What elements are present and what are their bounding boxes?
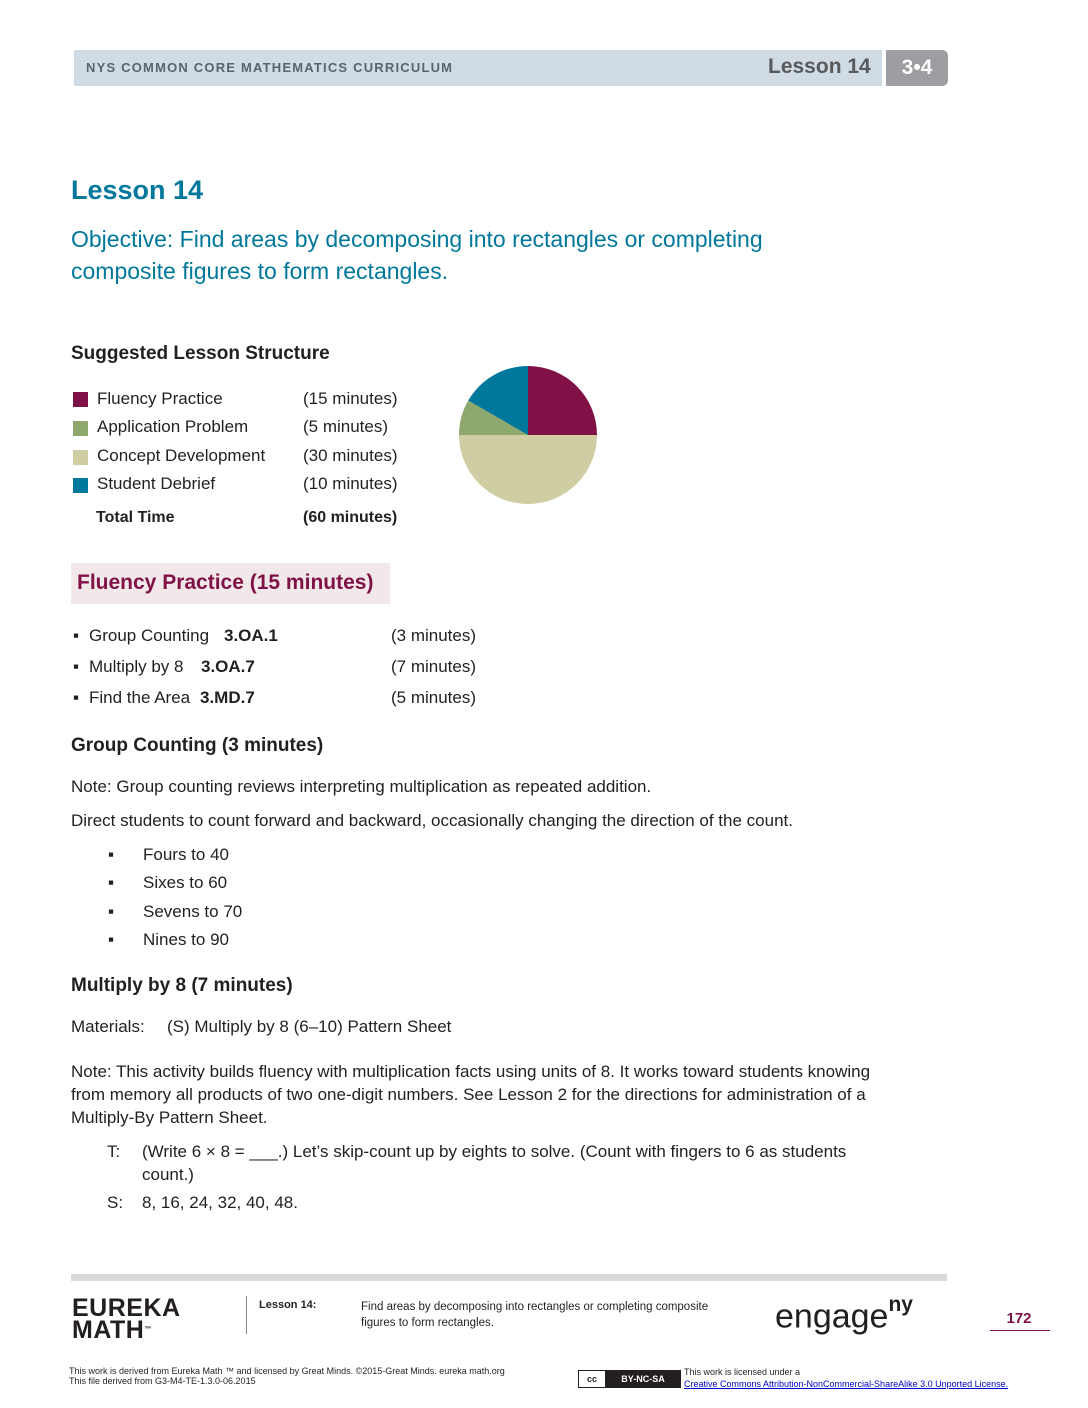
materials-text: (S) Multiply by 8 (6–10) Pattern Sheet [167, 1017, 452, 1036]
multiply-note-line-1: Note: This activity builds fluency with multiplication facts using units of 8. It works toward students knowing [71, 1062, 871, 1081]
group-counting-note: Note: Group counting reviews interpreting multiplication as repeated addition. [71, 777, 652, 796]
page-title: Lesson 14 [71, 175, 204, 205]
fluency-item-standard: 3.OA.7 [201, 657, 255, 676]
fluency-item-name: Group Counting [89, 626, 210, 645]
total-label: Total Time [96, 509, 175, 526]
fluency-item-standard: 3.MD.7 [200, 688, 255, 707]
materials-label: Materials: [71, 1017, 145, 1036]
page-number-rule [990, 1330, 1050, 1331]
cc-type: BY-NC-SA [606, 1371, 680, 1387]
structure-row-minutes: (15 minutes) [303, 389, 398, 408]
dialog-line: 8, 16, 24, 32, 40, 48. [142, 1193, 298, 1212]
group-counting-direction: Direct students to count forward and backward, occasionally changing the direction of the count. [71, 811, 793, 830]
structure-row-minutes: (30 minutes) [303, 446, 398, 465]
speaker-teacher: T: [107, 1142, 121, 1161]
cc-license-badge[interactable] [578, 1370, 681, 1388]
count-item: Sevens to 70 [143, 902, 243, 921]
logo-line-1: EUREKA [72, 1294, 181, 1322]
lesson-structure-pie-chart [452, 360, 604, 512]
multiply-note-line-2: from memory all products of two one-digit numbers. See Lesson 2 for the directions for administration of a [71, 1085, 866, 1104]
cc-icon: cc [579, 1371, 606, 1387]
license-link[interactable]: Creative Commons Attribution-NonCommercial-ShareAlike 3.0 Unported License. [684, 1379, 1009, 1389]
page-number: 172 [1006, 1310, 1032, 1327]
logo-line-2: MATH™ [72, 1316, 152, 1344]
multiply-note-line-3: Multiply-By Pattern Sheet. [71, 1108, 268, 1127]
eureka-math-logo [72, 1294, 181, 1344]
count-item: Sixes to 60 [143, 873, 228, 892]
bullet-icon: ▪ [73, 626, 80, 645]
total-minutes: (60 minutes) [303, 509, 398, 526]
fluency-item-standard: 3.OA.1 [224, 626, 278, 645]
header-lesson: Lesson 14 [768, 55, 871, 78]
objective-line-1: Objective: Find areas by decomposing into rectangles or completing [71, 226, 763, 252]
license-text: This work is licensed under a [684, 1367, 801, 1377]
structure-row-minutes: (5 minutes) [303, 417, 389, 436]
speaker-student: S: [107, 1193, 124, 1212]
fluency-item-minutes: (3 minutes) [391, 626, 477, 645]
structure-row-label: Student Debrief [97, 474, 216, 493]
footer-objective: Find areas by decomposing into rectangles or completing composite figures to form rectangles. [361, 1301, 709, 1329]
fluency-heading: Fluency Practice (15 minutes) [77, 571, 374, 594]
bullet-icon: ▪ [108, 902, 115, 921]
bullet-icon: ▪ [108, 845, 115, 864]
dialog-line: count.) [142, 1165, 194, 1184]
fluency-item-minutes: (7 minutes) [391, 657, 477, 676]
swatch-debrief [73, 478, 88, 493]
fluency-item-name: Multiply by 8 [89, 657, 184, 676]
derived-notice: This work is derived from Eureka Math ™ and licensed by Great Minds. ©2015-Great Minds. eureka math.org [69, 1366, 505, 1376]
bullet-icon: ▪ [108, 930, 115, 949]
swatch-concept [73, 450, 88, 465]
footer-divider [246, 1296, 247, 1334]
structure-row-label: Fluency Practice [97, 389, 223, 408]
fluency-item-name: Find the Area [89, 688, 191, 707]
count-item: Nines to 90 [143, 930, 229, 949]
fluency-item-minutes: (5 minutes) [391, 688, 477, 707]
bullet-icon: ▪ [73, 657, 80, 676]
objective [71, 223, 911, 287]
bullet-icon: ▪ [73, 688, 80, 707]
footer-lesson-label: Lesson 14: [259, 1299, 317, 1311]
file-notice: This file derived from G3-M4-TE-1.3.0-06.2015 [69, 1376, 256, 1386]
objective-line-2: composite figures to form rectangles. [71, 258, 449, 284]
group-counting-heading: Group Counting (3 minutes) [71, 735, 324, 756]
engageny-logo: engage$^{ny}$ [775, 1293, 913, 1336]
structure-heading: Suggested Lesson Structure [71, 343, 330, 364]
multiply-8-heading: Multiply by 8 (7 minutes) [71, 975, 293, 996]
curriculum-title: NYS COMMON CORE MATHEMATICS CURRICULUM [86, 60, 454, 75]
structure-row-label: Concept Development [97, 446, 266, 465]
footer-rule [71, 1274, 947, 1281]
pie-slice-fluency-practice [528, 366, 597, 435]
dialog-line: (Write 6 × 8 = ___.) Let’s skip-count up by eights to solve. (Count with fingers to 6 as students [142, 1142, 847, 1161]
count-item: Fours to 40 [143, 845, 229, 864]
pie-slice-concept-development [459, 435, 597, 504]
bullet-icon: ▪ [108, 873, 115, 892]
structure-row-label: Application Problem [97, 417, 249, 436]
grade-module-badge: 3•4 [886, 50, 948, 86]
swatch-fluency [73, 392, 88, 407]
swatch-application [73, 421, 88, 436]
structure-row-minutes: (10 minutes) [303, 474, 398, 493]
